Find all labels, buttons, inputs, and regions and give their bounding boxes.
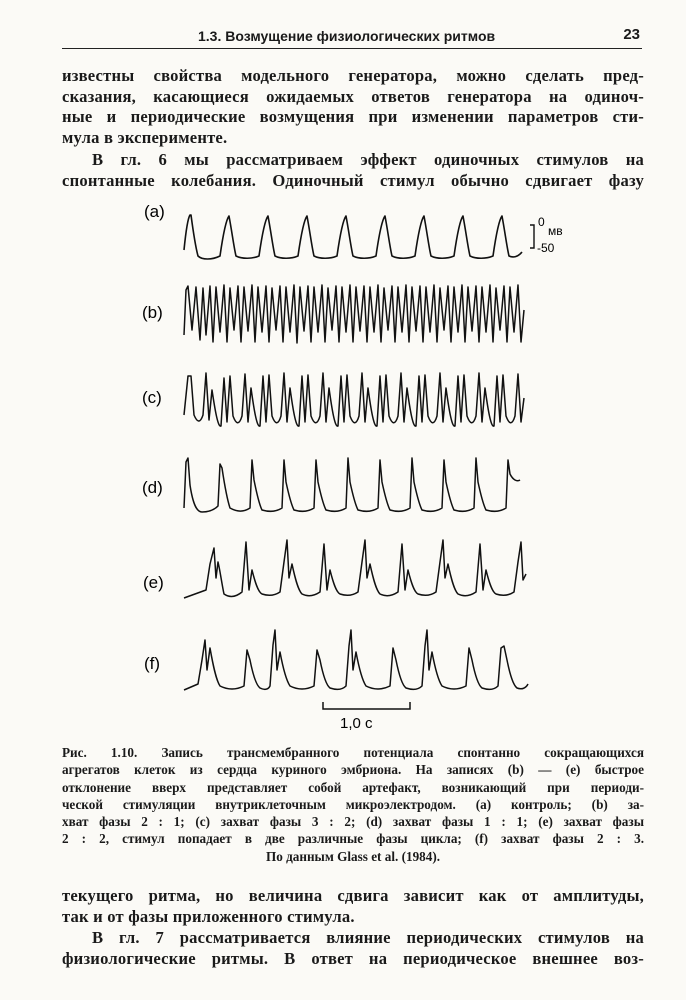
section-title: 1.3. Возмущение физиологических ритмов <box>198 28 496 44</box>
caption-line: Рис. 1.10. Запись трансмембранного потенциала спонтанно сокращающихся <box>62 745 644 760</box>
text-line: мула в эксперименте. <box>62 127 228 147</box>
scale-unit-label: мв <box>548 224 563 238</box>
trace-c <box>184 373 524 426</box>
page-number: 23 <box>623 26 640 43</box>
text-line: текущего ритма, но величина сдвига зависит как от амплитуды, <box>62 886 644 905</box>
trace-label-b: (b) <box>142 303 163 322</box>
caption-line: агрегатов клеток из сердца куриного эмбриона. На записях (b) — (e) быстрое <box>62 762 644 778</box>
text-line: так и от фазы приложенного стимула. <box>62 906 355 926</box>
trace-label-a: (a) <box>144 202 165 221</box>
caption-line: отклонение вверх представляет собой артефакт, возникающий при периоди- <box>62 779 644 795</box>
voltage-scale-bar <box>530 215 563 255</box>
text-line: сказания, касающиеся ожидаемых ответов генератора на одиноч- <box>62 86 644 106</box>
caption-line: 2 : 2, стимул попадает в две различные фазы цикла; (f) захват фазы 2 : 3. <box>62 831 644 847</box>
paragraph-bottom-2 <box>62 928 644 969</box>
text-line: В гл. 6 мы рассматриваем эффект одиночных стимулов на <box>92 150 644 169</box>
text-line: ные и периодические возмущения при изменении параметров сти- <box>62 107 644 126</box>
scale-top-label: 0 <box>538 215 545 229</box>
trace-a <box>184 215 522 259</box>
paragraph-top <box>62 66 644 148</box>
figure-membrane-potential <box>0 190 686 730</box>
trace-label-c: (c) <box>142 388 162 407</box>
text-line: известны свойства модельного генератора, можно сделать пред- <box>62 66 644 85</box>
text-line: спонтанные колебания. Одиночный стимул обычно сдвигает фазу <box>62 170 644 190</box>
running-header <box>62 26 642 49</box>
time-bar-label: 1,0 с <box>340 715 373 730</box>
caption-line: ческой стимуляции внутриклеточным микроэлектродом. (a) контроль; (b) за- <box>62 796 644 812</box>
paragraph-2 <box>62 150 644 191</box>
caption-line: По данным Glass et al. (1984). <box>265 848 441 864</box>
text-line: физиологические ритмы. В ответ на периодическое внешнее воз- <box>62 948 644 968</box>
trace-label-f: (f) <box>144 654 161 673</box>
trace-f <box>184 630 528 690</box>
trace-e <box>184 540 526 598</box>
caption-line: хват фазы 2 : 1; (c) захват фазы 3 : 2; (d) захват фазы 1 : 1; (e) захват фазы <box>62 814 644 830</box>
trace-label-e: (e) <box>143 573 164 592</box>
paragraph-bottom-1 <box>62 886 644 927</box>
text-line: В гл. 7 рассматривается влияние периодических стимулов на <box>92 928 644 947</box>
trace-label-d: (d) <box>142 478 163 497</box>
scale-bottom-label: -50 <box>537 241 555 255</box>
figure-caption <box>62 744 644 865</box>
time-scale-bar <box>323 702 410 730</box>
trace-d <box>184 458 520 512</box>
trace-b <box>184 285 524 343</box>
